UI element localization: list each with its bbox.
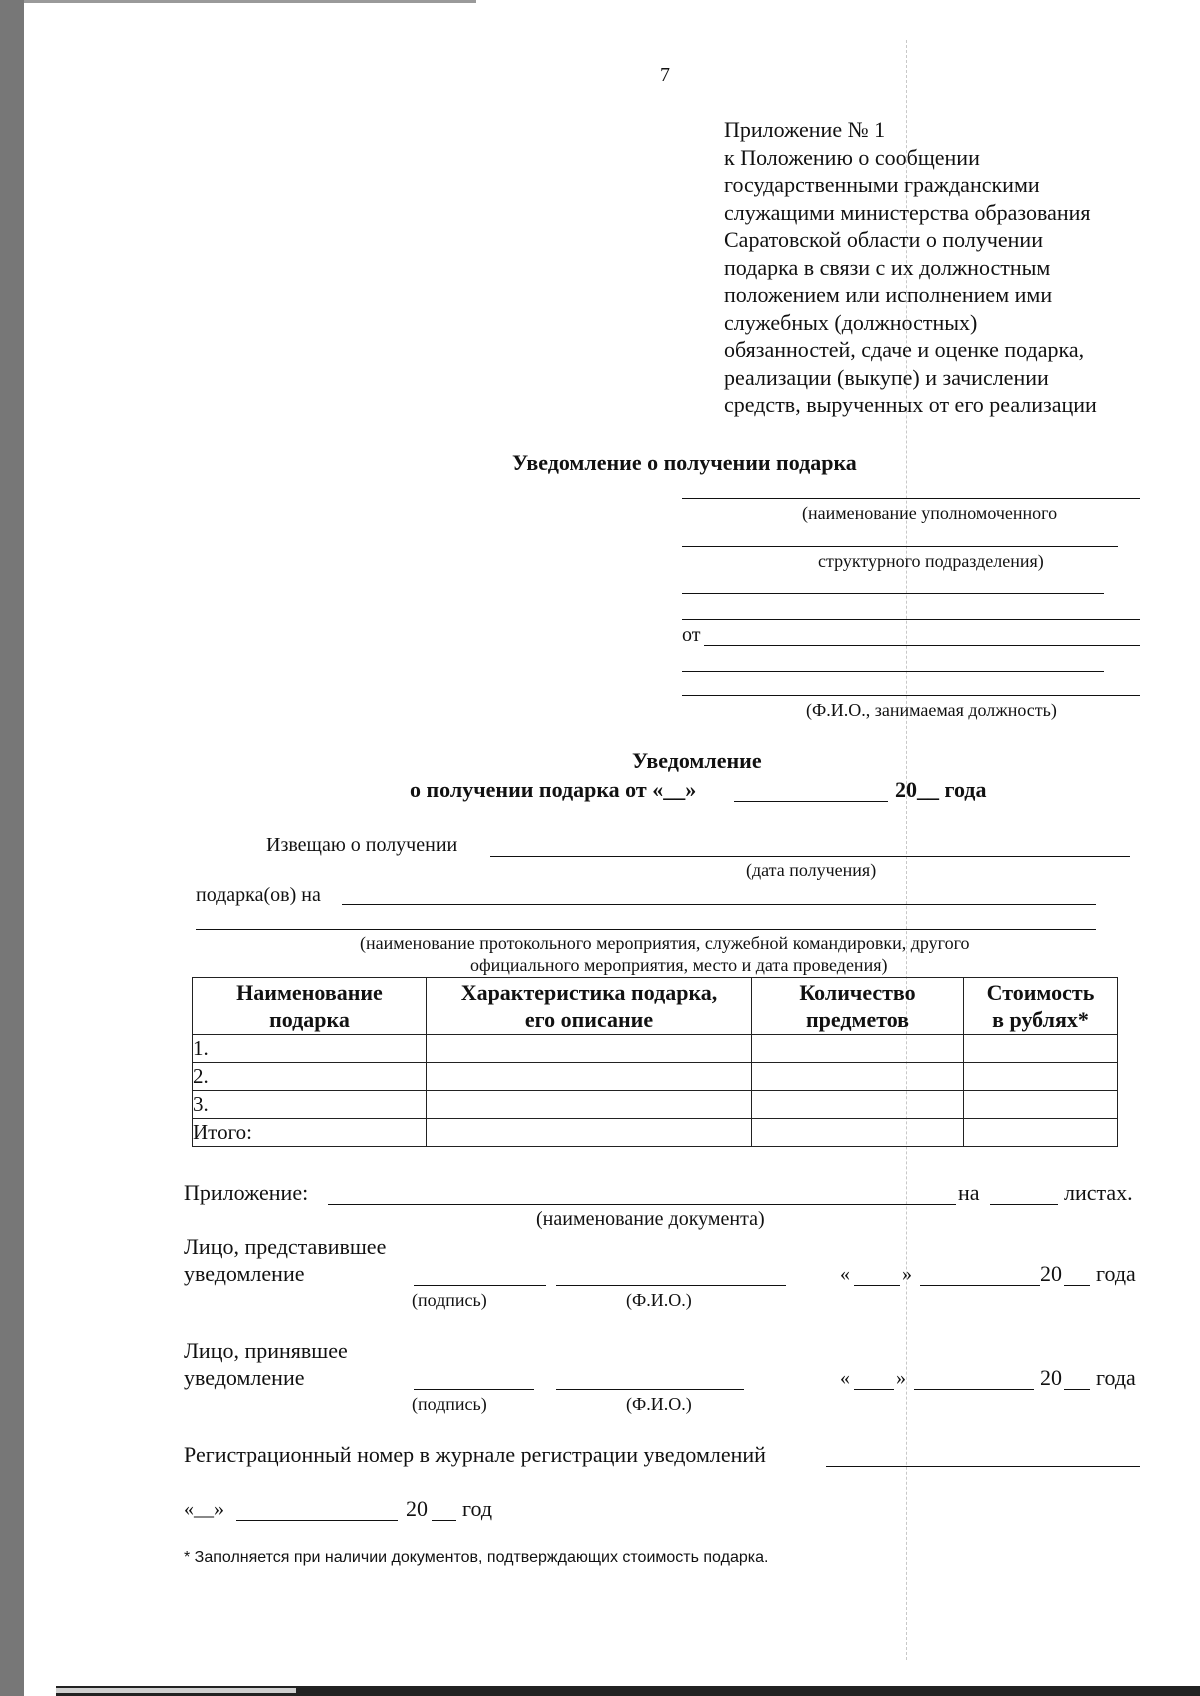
addressee-line[interactable] xyxy=(682,695,1140,696)
addressee-line[interactable] xyxy=(682,593,1104,594)
registration-label: Регистрационный номер в журнале регистрации уведомлений xyxy=(184,1442,766,1467)
footnote: * Заполняется при наличии документов, подтверждающих стоимость подарка. xyxy=(184,1549,769,1566)
presenter-year: 20 xyxy=(1040,1261,1062,1286)
table-cell[interactable] xyxy=(964,1119,1118,1147)
receiver-date-open: « xyxy=(840,1367,850,1389)
appendix-line: подарка в связи с их должностным xyxy=(724,254,1051,280)
appendix-line: к Положению о сообщении xyxy=(724,144,980,170)
table-cell[interactable] xyxy=(964,1035,1118,1063)
receiver-year: 20 xyxy=(1040,1365,1062,1390)
table-cell: Итого: xyxy=(193,1119,427,1147)
table-cell[interactable] xyxy=(427,1063,752,1091)
presenter-date-open: « xyxy=(840,1263,850,1285)
receiver-year-line[interactable] xyxy=(1064,1389,1090,1390)
addressee-line[interactable] xyxy=(682,619,1140,620)
appendix-line: средств, вырученных от его реализации xyxy=(724,392,1097,417)
table-cell: 2. xyxy=(193,1063,427,1091)
addressee-caption: (наименование уполномоченного xyxy=(802,503,1058,523)
notice-date-line[interactable] xyxy=(734,801,888,802)
appendix-line: Приложение № 1 xyxy=(724,117,886,142)
appendix-line: реализации (выкупе) и зачислении xyxy=(724,364,1049,390)
appendix-line: служебных (должностных) xyxy=(724,309,978,335)
scan-bottom-edge-light xyxy=(56,1688,296,1693)
addressee-line[interactable] xyxy=(682,498,1140,499)
attachment-sheets: листах. xyxy=(1064,1180,1133,1205)
receipt-date-line[interactable] xyxy=(490,856,1130,857)
gift-table xyxy=(192,977,1118,1147)
scan-left-edge xyxy=(0,0,24,1696)
appendix-line: положением или исполнением ими xyxy=(724,282,1053,307)
event-line[interactable] xyxy=(342,904,1096,905)
appendix-line: служащими министерства образования xyxy=(724,199,1091,225)
presenter-day-line[interactable] xyxy=(854,1285,900,1286)
registration-year-suffix: год xyxy=(462,1496,493,1521)
presenter-name-line[interactable] xyxy=(556,1285,786,1286)
appendix-line: обязанностей, сдаче и оценке подарка, xyxy=(724,337,1085,362)
registration-year: 20 xyxy=(406,1496,428,1521)
presenter-name-caption: (Ф.И.О.) xyxy=(626,1290,692,1310)
event-line[interactable] xyxy=(196,929,1096,930)
table-row xyxy=(193,1035,1118,1063)
attachment-label: Приложение: xyxy=(184,1180,309,1205)
table-row xyxy=(193,1063,1118,1091)
presenter-month-line[interactable] xyxy=(920,1285,1040,1286)
presenter-label: уведомление xyxy=(184,1261,305,1286)
from-label: от xyxy=(682,624,701,646)
table-cell[interactable] xyxy=(964,1091,1118,1119)
attachment-sheets-line[interactable] xyxy=(990,1204,1058,1205)
notice-subtitle-prefix: о получении подарка от «__» xyxy=(410,777,697,802)
receiver-sign-caption: (подпись) xyxy=(412,1394,487,1414)
appendix-line: государственными гражданскими xyxy=(724,172,1040,197)
attachment-line[interactable] xyxy=(328,1204,956,1205)
receiver-day-line[interactable] xyxy=(854,1389,894,1390)
presenter-signature-line[interactable] xyxy=(414,1285,546,1286)
presenter-year-line[interactable] xyxy=(1064,1285,1090,1286)
column-header-description: Характеристика подарка, его описание xyxy=(427,978,752,1035)
receiver-signature-line[interactable] xyxy=(414,1389,534,1390)
table-cell[interactable] xyxy=(752,1119,964,1147)
table-cell[interactable] xyxy=(752,1035,964,1063)
page-number: 7 xyxy=(660,64,670,86)
receiver-name-line[interactable] xyxy=(556,1389,744,1390)
receiver-month-line[interactable] xyxy=(914,1389,1034,1390)
presenter-year-suffix: года xyxy=(1096,1261,1136,1286)
event-caption: (наименование протокольного мероприятия, служебной командировки, другого xyxy=(360,933,970,953)
inform-label: Извещаю о получении xyxy=(266,834,458,856)
notice-subtitle-year: 20__ года xyxy=(895,777,987,802)
table-row xyxy=(193,1091,1118,1119)
attachment-caption: (наименование документа) xyxy=(536,1208,765,1230)
event-caption: официального мероприятия, место и дата проведения) xyxy=(470,955,888,975)
table-cell[interactable] xyxy=(752,1091,964,1119)
presenter-date-close: » xyxy=(902,1263,912,1285)
receiver-date-close: » xyxy=(896,1367,906,1389)
date-caption: (дата получения) xyxy=(746,860,877,880)
attachment-on: на xyxy=(958,1180,980,1205)
table-cell[interactable] xyxy=(427,1091,752,1119)
registration-year-line[interactable] xyxy=(432,1520,456,1521)
registration-number-line[interactable] xyxy=(826,1466,1140,1467)
appendix-line: Саратовской области о получении xyxy=(724,227,1043,252)
presenter-sign-caption: (подпись) xyxy=(412,1290,487,1310)
column-header-quantity: Количество предметов xyxy=(752,978,964,1035)
presenter-label: Лицо, представившее xyxy=(184,1234,387,1259)
from-line[interactable] xyxy=(704,645,1140,646)
receiver-label: уведомление xyxy=(184,1365,305,1390)
gifts-label: подарка(ов) на xyxy=(196,884,321,906)
table-cell[interactable] xyxy=(964,1063,1118,1091)
notice-title: Уведомление xyxy=(632,748,762,773)
column-header-name: Наименование подарка xyxy=(193,978,427,1035)
receiver-name-caption: (Ф.И.О.) xyxy=(626,1394,692,1414)
table-cell[interactable] xyxy=(427,1119,752,1147)
receiver-label: Лицо, принявшее xyxy=(184,1338,348,1363)
registration-month-line[interactable] xyxy=(236,1520,398,1521)
table-cell[interactable] xyxy=(427,1035,752,1063)
addressee-caption: структурного подразделения) xyxy=(818,551,1044,571)
addressee-caption: (Ф.И.О., занимаемая должность) xyxy=(806,700,1057,720)
scan-top-edge xyxy=(24,0,476,3)
registration-date-prefix: «__» xyxy=(184,1498,224,1520)
appendix-block xyxy=(724,116,1097,419)
header-title: Уведомление о получении подарка xyxy=(512,450,857,475)
table-cell: 1. xyxy=(193,1035,427,1063)
table-cell[interactable] xyxy=(752,1063,964,1091)
addressee-line[interactable] xyxy=(682,671,1104,672)
table-header-row xyxy=(193,978,1118,1035)
column-header-cost: Стоимость в рублях* xyxy=(964,978,1118,1035)
addressee-line[interactable] xyxy=(682,546,1118,547)
table-cell: 3. xyxy=(193,1091,427,1119)
receiver-year-suffix: года xyxy=(1096,1365,1136,1390)
table-total-row xyxy=(193,1119,1118,1147)
